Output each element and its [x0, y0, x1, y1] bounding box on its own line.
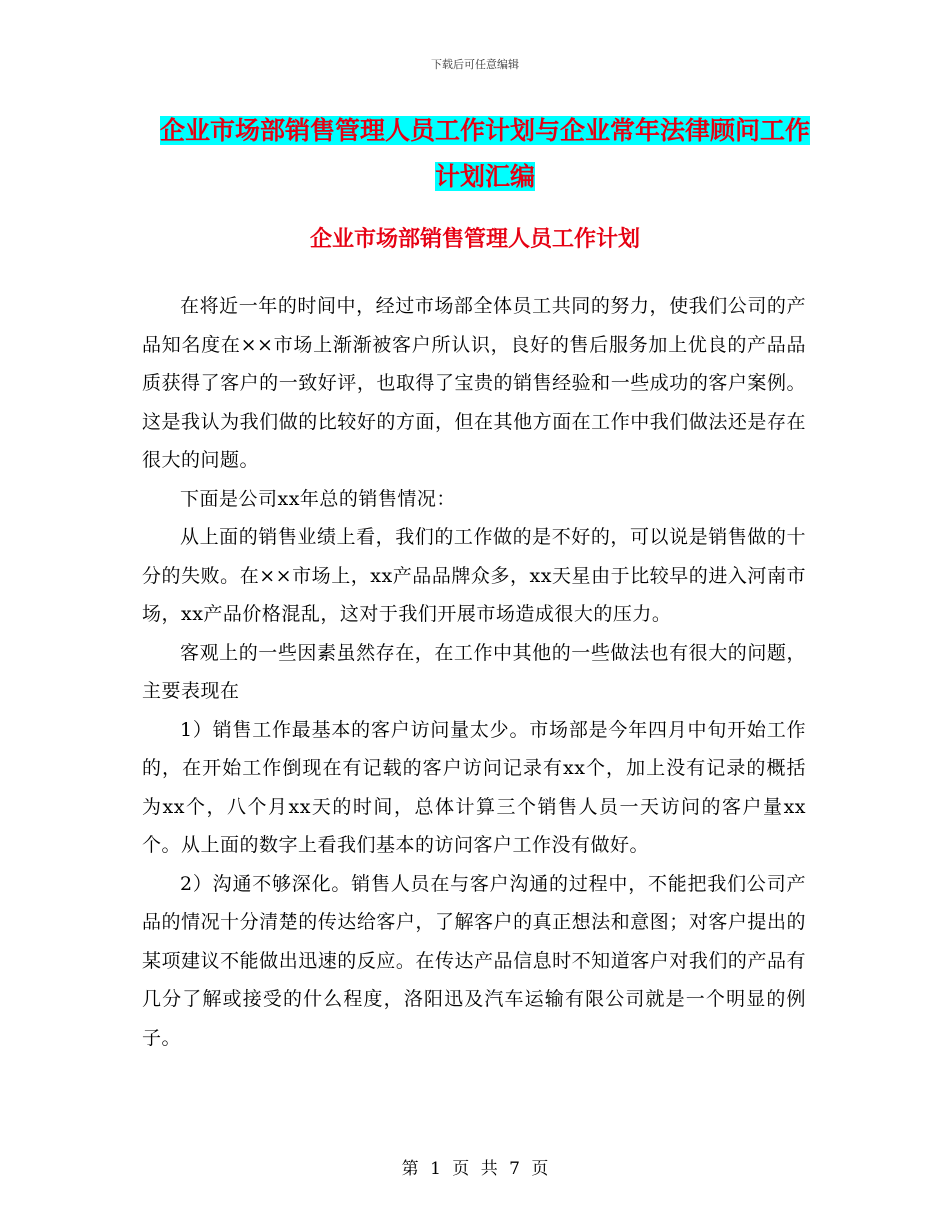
page-footer: 第 1 页 共 7 页: [401, 1159, 549, 1179]
paragraph: 1）销售工作最基本的客户访问量太少。市场部是今年四月中旬开始工作的，在开始工作倒现在有记载的客户访问记录有xx个，加上没有记录的概括为xx个，八个月xx天的时间，总体计算三个销售人员一天访问的客户量xx个。从上面的数字上看我们基本的访问客户工作没有做好。: [142, 718, 806, 856]
header-note: 下载后可任意编辑: [431, 58, 519, 71]
body-text: [142, 287, 806, 1057]
section-title: 企业市场部销售管理人员工作计划: [309, 226, 640, 252]
paragraph: 客观上的一些因素虽然存在，在工作中其他的一些做法也有很大的问题，主要表现在: [142, 641, 806, 702]
paragraph: 从上面的销售业绩上看，我们的工作做的是不好的，可以说是销售做的十分的失败。在××市场上，xx产品品牌众多，xx天星由于比较早的进入河南市场，xx产品价格混乱，这对于我们开展市场造成很大的压力。: [142, 526, 806, 625]
document-title-text: 企业市场部销售管理人员工作计划与企业常年法律顾问工作计划汇编: [159, 116, 810, 191]
paragraph: 下面是公司xx年总的销售情况：: [180, 487, 456, 510]
document-title: [150, 108, 820, 200]
paragraph: 2）沟通不够深化。销售人员在与客户沟通的过程中，不能把我们公司产品的情况十分清楚的传达给客户，了解客户的真正想法和意图；对客户提出的某项建议不能做出迅速的反应。在传达产品信息时不知道客户对我们的产品有几分了解或接受的什么程度，洛阳迅及汽车运输有限公司就是一个明显的例子。: [142, 872, 806, 1049]
paragraph: 在将近一年的时间中，经过市场部全体员工共同的努力，使我们公司的产品知名度在××市场上渐渐被客户所认识，良好的售后服务加上优良的产品品质获得了客户的一致好评，也取得了宝贵的销售经验和一些成功的客户案例。这是我认为我们做的比较好的方面，但在其他方面在工作中我们做法还是存在很大的问题。: [142, 295, 806, 471]
